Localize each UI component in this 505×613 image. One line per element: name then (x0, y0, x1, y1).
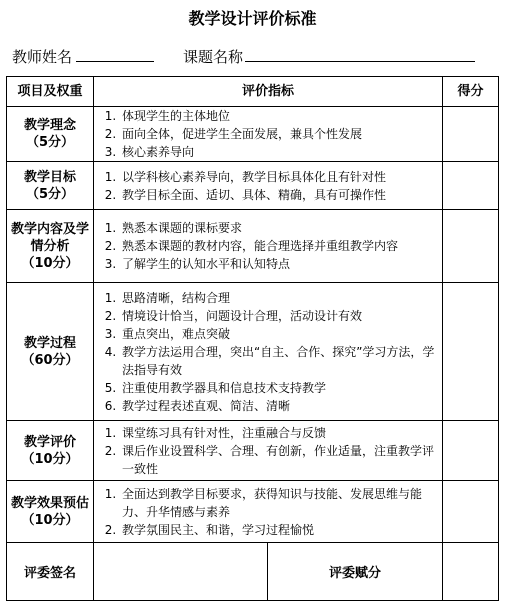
teacher-name-blank[interactable] (76, 46, 154, 62)
indicator-cell (94, 481, 443, 543)
indicator-cell (94, 210, 443, 283)
indicator-item: 1. 以学科核心素养导向，教学目标具体化且有针对性 (120, 168, 442, 186)
category-cell (7, 210, 94, 283)
indicator-list (94, 289, 442, 415)
score-cell[interactable] (443, 162, 499, 210)
category-name: 教学理念 (23, 118, 76, 133)
table-row (7, 283, 499, 421)
signature-field[interactable] (94, 543, 268, 601)
judge-score-field[interactable] (443, 543, 499, 601)
category-weight: （10分） (21, 255, 79, 271)
signature-row (7, 543, 499, 601)
score-cell[interactable] (443, 210, 499, 283)
score-cell[interactable] (443, 421, 499, 481)
table-row (7, 421, 499, 481)
indicator-item: 2. 情境设计恰当，问题设计合理，活动设计有效 (120, 307, 442, 325)
category-weight: （60分） (21, 352, 79, 368)
course-name-blank[interactable] (245, 46, 475, 62)
table-row (7, 107, 499, 162)
indicator-item: 3. 核心素养导向 (120, 143, 442, 161)
score-cell[interactable] (443, 481, 499, 543)
indicator-item: 1. 熟悉本课题的课标要求 (120, 219, 442, 237)
teacher-name-field (12, 46, 154, 67)
header-score: 得分 (443, 77, 499, 107)
signature-label: 评委签名 (7, 543, 94, 601)
indicator-item: 2. 教学目标全面、适切、具体、精确，具有可操作性 (120, 186, 442, 204)
header-indicators: 评价指标 (94, 77, 443, 107)
indicator-item: 4. 教学方法运用合理，突出“自主、合作、探究”学习方法，学法指导有效 (120, 343, 442, 379)
judge-score-label: 评委赋分 (268, 543, 443, 601)
indicator-item: 1. 体现学生的主体地位 (120, 107, 442, 125)
indicator-cell (94, 162, 443, 210)
indicator-item: 1. 全面达到教学目标要求，获得知识与技能、发展思维与能力、升华情感与素养 (120, 485, 442, 521)
indicator-item: 5. 注重使用教学器具和信息技术支持教学 (120, 379, 442, 397)
indicator-item: 2. 面向全体，促进学生全面发展，兼具个性发展 (120, 125, 442, 143)
category-cell (7, 421, 94, 481)
indicator-item: 1. 思路清晰，结构合理 (120, 289, 442, 307)
document-title: 教学设计评价标准 (188, 9, 317, 28)
category-cell (7, 107, 94, 162)
indicator-cell (94, 421, 443, 481)
course-name-field (183, 46, 475, 67)
indicator-item: 2. 课后作业设置科学、合理、有创新，作业适量，注重教学评一致性 (120, 442, 442, 478)
indicator-item: 2. 教学氛围民主、和谐，学习过程愉悦 (120, 521, 442, 539)
indicator-item: 6. 教学过程表述直观、简洁、清晰 (120, 397, 442, 415)
table-row (7, 210, 499, 283)
category-name: 教学效果预估 (10, 495, 89, 511)
header-category: 项目及权重 (7, 77, 94, 107)
indicator-list (94, 107, 442, 161)
category-weight: （10分） (21, 512, 79, 528)
category-weight: （5分） (25, 135, 75, 150)
table-header-row (7, 77, 499, 107)
indicator-cell (94, 107, 443, 162)
teacher-name-label: 教师姓名 (12, 48, 73, 66)
category-cell (7, 283, 94, 421)
category-name: 教学评价 (23, 434, 76, 450)
indicator-item: 3. 了解学生的认知水平和认知特点 (120, 255, 442, 273)
indicator-list (94, 424, 442, 478)
category-weight: （5分） (25, 186, 75, 202)
indicator-list (94, 219, 442, 273)
category-name: 教学目标 (23, 169, 76, 185)
indicator-cell (94, 283, 443, 421)
indicator-item: 3. 重点突出，难点突破 (120, 325, 442, 343)
table-row (7, 162, 499, 210)
course-name-label: 课题名称 (183, 48, 244, 66)
category-name: 教学过程 (23, 335, 76, 351)
score-cell[interactable] (443, 283, 499, 421)
indicator-list (94, 168, 442, 204)
indicator-item: 2. 熟悉本课题的教材内容，能合理选择并重组教学内容 (120, 237, 442, 255)
indicator-item: 1. 课堂练习具有针对性，注重融合与反馈 (120, 424, 442, 442)
score-cell[interactable] (443, 107, 499, 162)
category-weight: （10分） (21, 451, 79, 467)
category-cell (7, 481, 94, 543)
indicator-list (94, 485, 442, 539)
category-cell (7, 162, 94, 210)
evaluation-table (6, 76, 499, 601)
category-name: 教学内容及学情分析 (10, 221, 89, 254)
table-row (7, 481, 499, 543)
